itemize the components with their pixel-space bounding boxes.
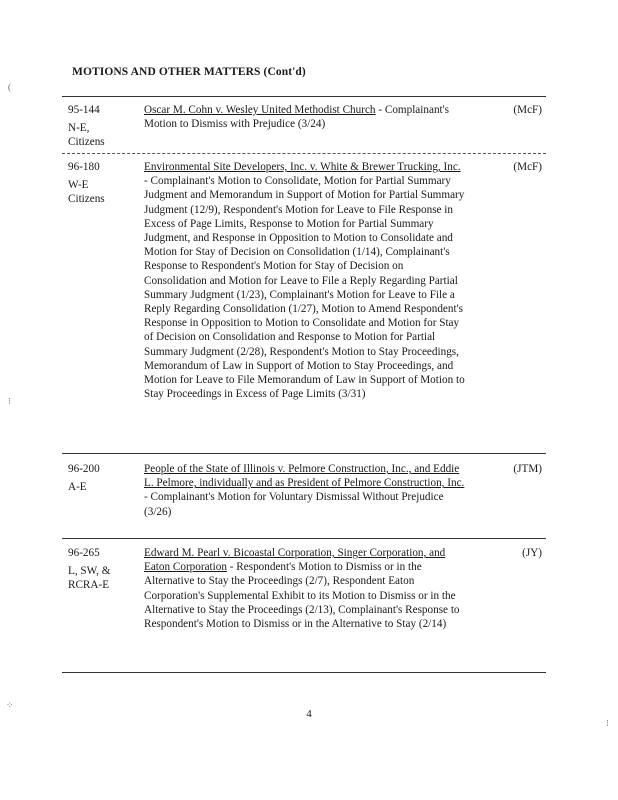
docket-number: 96-265 [68,547,100,559]
hearing-officer: (McF) [513,104,542,116]
docket-column [68,103,138,150]
case-caption: Oscar M. Cohn v. Wesley United Methodist Church [144,104,376,116]
page-header: MOTIONS AND OTHER MATTERS (Cont'd) [72,66,306,78]
hearing-officer: (JTM) [513,463,542,475]
section-rule [62,453,546,454]
case-caption: Environmental Site Developers, Inc. v. White & Brewer Trucking, Inc. [144,161,461,173]
docket-number: 96-180 [68,161,100,173]
docket-description [144,103,466,131]
docket-entry [68,160,542,440]
docket-entry [68,462,542,532]
docket-number: 96-200 [68,463,100,475]
scan-speck: ⁘ [6,700,14,710]
case-caption: People of the State of Illinois v. Pelmore Construction, Inc., and Eddie L. Pelmore, individually and as President of Pelmore Construction, Inc. [144,463,465,490]
section-rule [62,96,546,97]
docket-description [144,462,466,519]
docket-entry [68,546,542,656]
section-rule [62,672,546,673]
scan-speck: ⁝ [8,396,11,406]
docket-classification: N-E, Citizens [68,122,105,149]
docket-entry [68,103,542,149]
docket-description [144,546,466,631]
section-rule [62,538,546,539]
docket-classification: L, SW, & RCRA-E [68,565,111,592]
scan-speck: ( [8,82,11,92]
docket-column [68,160,138,207]
hearing-officer: (JY) [522,547,542,559]
docket-number: 95-144 [68,104,100,116]
section-rule [62,153,546,154]
page-number: 4 [306,708,312,720]
motion-text: - Complainant's Motion for Voluntary Dismissal Without Prejudice (3/26) [144,491,444,518]
scan-speck: ⁝ [606,718,609,728]
docket-column [68,462,138,494]
docket-description [144,160,466,401]
hearing-officer: (McF) [513,161,542,173]
motion-text: - Complainant's Motion to Consolidate, Motion for Partial Summary Judgment and Memorandum in Support of Motion for Partial Summary Judgment (12/9), Respondent's Motion for Leave to File Response in Excess of Page Limits, Response to Motion for Partial Summary Judgment, and Response in Opposition to Motion to Consolidate and Motion for Stay of Decision on Consolidation (1/14), Complainant's Response to Respondent's Motion for Stay of Decision on Consolidation and Motion for Leave to File a Reply Regarding Partial Summary Judgment (1/23), Complainant's Motion for Leave to File a Reply Regarding Consolidation (1/27), Motion to Amend Respondent's Response in Opposition to Motion to Consolidate and Motion for Stay of Decision on Consolidation and Response to Motion for Partial Summary Judgment (2/28), Respondent's Motion to Stay Proceedings, Memorandum of Law in Support of Motion to Stay Proceedings, and Motion for Leave to File Memorandum of Law in Support of Motion to Stay Proceedings in Excess of Page Limits (3/31) [144,175,465,401]
case-caption: Edward M. Pearl v. Bicoastal Corporation, Singer Corporation, and Eaton Corporation [144,547,446,574]
docket-classification: W-E Citizens [68,179,105,206]
docket-classification: A-E [68,481,87,494]
docket-column [68,546,138,593]
motion-text: - Complainant's Motion to Dismiss with Prejudice (3/24) [144,104,450,131]
motion-text: - Respondent's Motion to Dismiss or in the Alternative to Stay the Proceedings (2/7), Respondent Eaton Corporation's Supplemental Exhibit to its Motion to Dismiss or in the Alternative to Stay the Proceedings (2/13), Complainant's Response to Respondent's Motion to Dismiss or in the Alternative to Stay (2/14) [144,561,460,631]
